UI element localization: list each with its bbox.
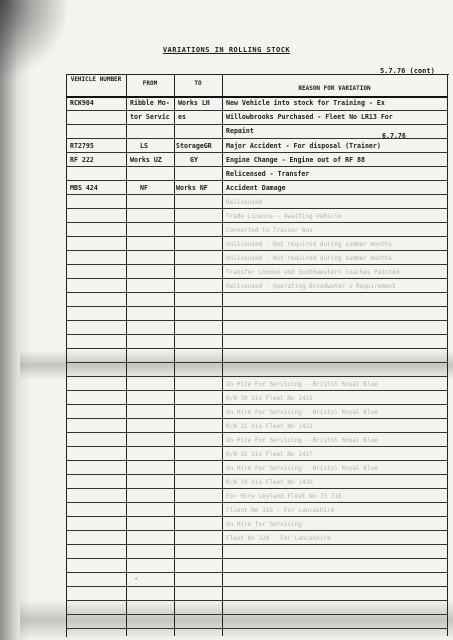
row-rule [66,516,448,517]
row-rule [66,460,448,461]
row-rule [66,278,448,279]
row-rule [66,558,448,559]
row-rule [66,124,448,125]
row-rule [66,180,448,181]
row-reason: New Vehicle into stock for Training - Ex [226,99,385,107]
row-rule [66,236,448,237]
column-divider [447,74,448,636]
row-rule [66,432,448,433]
row-to: es [178,113,186,121]
row-to: GY [190,156,198,164]
dash-mark: - [134,575,139,583]
column-divider [126,74,127,636]
row-rule [66,502,448,503]
row-reason: Major Accident - For disposal (Trainer) [226,142,381,150]
row-rule [66,208,448,209]
faded-row-reason: Unlicensed - Not required during summer months [226,255,393,262]
scan-corner-shadow [0,0,70,80]
faded-row-reason: Client No 316 - For Lancashire [226,507,335,514]
row-rule [66,110,448,111]
row-rule [66,96,448,98]
row-rule [66,530,448,531]
row-rule [66,306,448,307]
row-rule [66,166,448,167]
header-to: TO [194,80,202,87]
row-from: NF [140,184,148,192]
row-vehicle: RT2795 [70,142,94,150]
row-reason: Engine Change - Engine out of RF 88 [226,156,365,164]
row-rule [66,628,448,629]
row-rule [66,572,448,573]
row-vehicle: RF 222 [70,156,94,164]
document-date: 5.7.76 (cont) [380,67,435,75]
row-rule [66,418,448,419]
row-rule [66,404,448,405]
faded-row-reason: Relicensed - Operating Broadwater's Requirement [226,283,396,290]
column-divider [174,74,175,636]
faded-row-reason: For Hire Leyland Fleet No 73 318 [226,493,342,500]
faded-row-reason: Transfer London and Southwestern Coaches Painted [226,269,400,276]
faded-row-reason: R/N 30 Six Fleet No 1421 [226,395,313,402]
faded-row-reason: R/N 31 Six Fleet No 1422 [226,423,313,430]
row-vehicle: RCK904 [70,99,94,107]
row-rule [66,264,448,265]
scan-edge-shadow [0,0,30,640]
header-vehicle: VEHICLE NUMBER [70,76,122,83]
row-rule [66,348,448,349]
row-rule [66,488,448,489]
faded-row-reason: On Hire For Servicing - Bristol Royal Blue [226,437,378,444]
row-rule [66,376,448,377]
row-rule [66,390,448,391]
row-rule [66,250,448,251]
faded-row-reason: Trade Licence - Awaiting Vehicle [226,213,342,220]
row-rule [66,334,448,335]
row-rule [66,152,448,153]
faded-row-reason: On Hire For Servicing - Bristol Royal Blue [226,381,378,388]
row-rule [66,614,448,615]
header-from: FROM [142,80,158,87]
row-reason: Willowbrooks Purchased - Fleet No LR13 For [226,113,393,121]
faded-row-reason: Relicensed [226,199,263,206]
faded-row-reason: Unlicensed - Not required during summer months [226,241,393,248]
faded-row-reason: Converted to Trainer Bus [226,227,313,234]
row-from: Works UZ [130,156,162,164]
row-rule [66,320,448,321]
row-rule [66,586,448,587]
row-rule [66,362,448,363]
column-divider [222,74,223,636]
row-rule [66,194,448,195]
row-to: StorageGR [176,142,212,150]
faded-row-reason: On Hire for Servicing [226,521,302,528]
faded-row-reason: On Hire For Servicing - Bristol Royal Blue [226,465,378,472]
faded-row-reason: R/N 32 Six Fleet No 1427 [226,451,313,458]
header-reason: REASON FOR VARIATION [298,85,371,92]
row-from: Ribble Mo- [130,99,170,107]
faded-row-reason: R/N 33 Six Fleet No 1430 [226,479,313,486]
row-reason: Accident Damage [226,184,286,192]
row-rule [66,222,448,223]
row-to: Works NF [176,184,208,192]
row-from: tor Servic [130,113,170,121]
row-rule [66,600,448,601]
row-rule [66,474,448,475]
row-reason: Repaint [226,127,254,135]
row-rule [66,544,448,545]
row-from: LS [140,142,148,150]
row-date: 6.7.76 [382,132,406,140]
row-vehicle: MBS 424 [70,184,98,192]
faded-row-reason: On Hire For Servicing - Bristol Royal Blue [226,409,378,416]
faded-row-reason: Fleet No 320 - For Lancashire [226,535,331,542]
row-rule [66,292,448,293]
document-title: VARIATIONS IN ROLLING STOCK [162,46,291,54]
row-rule [66,446,448,447]
row-reason: Relicensed - Transfer [226,170,310,178]
row-to: Works LH [178,99,210,107]
